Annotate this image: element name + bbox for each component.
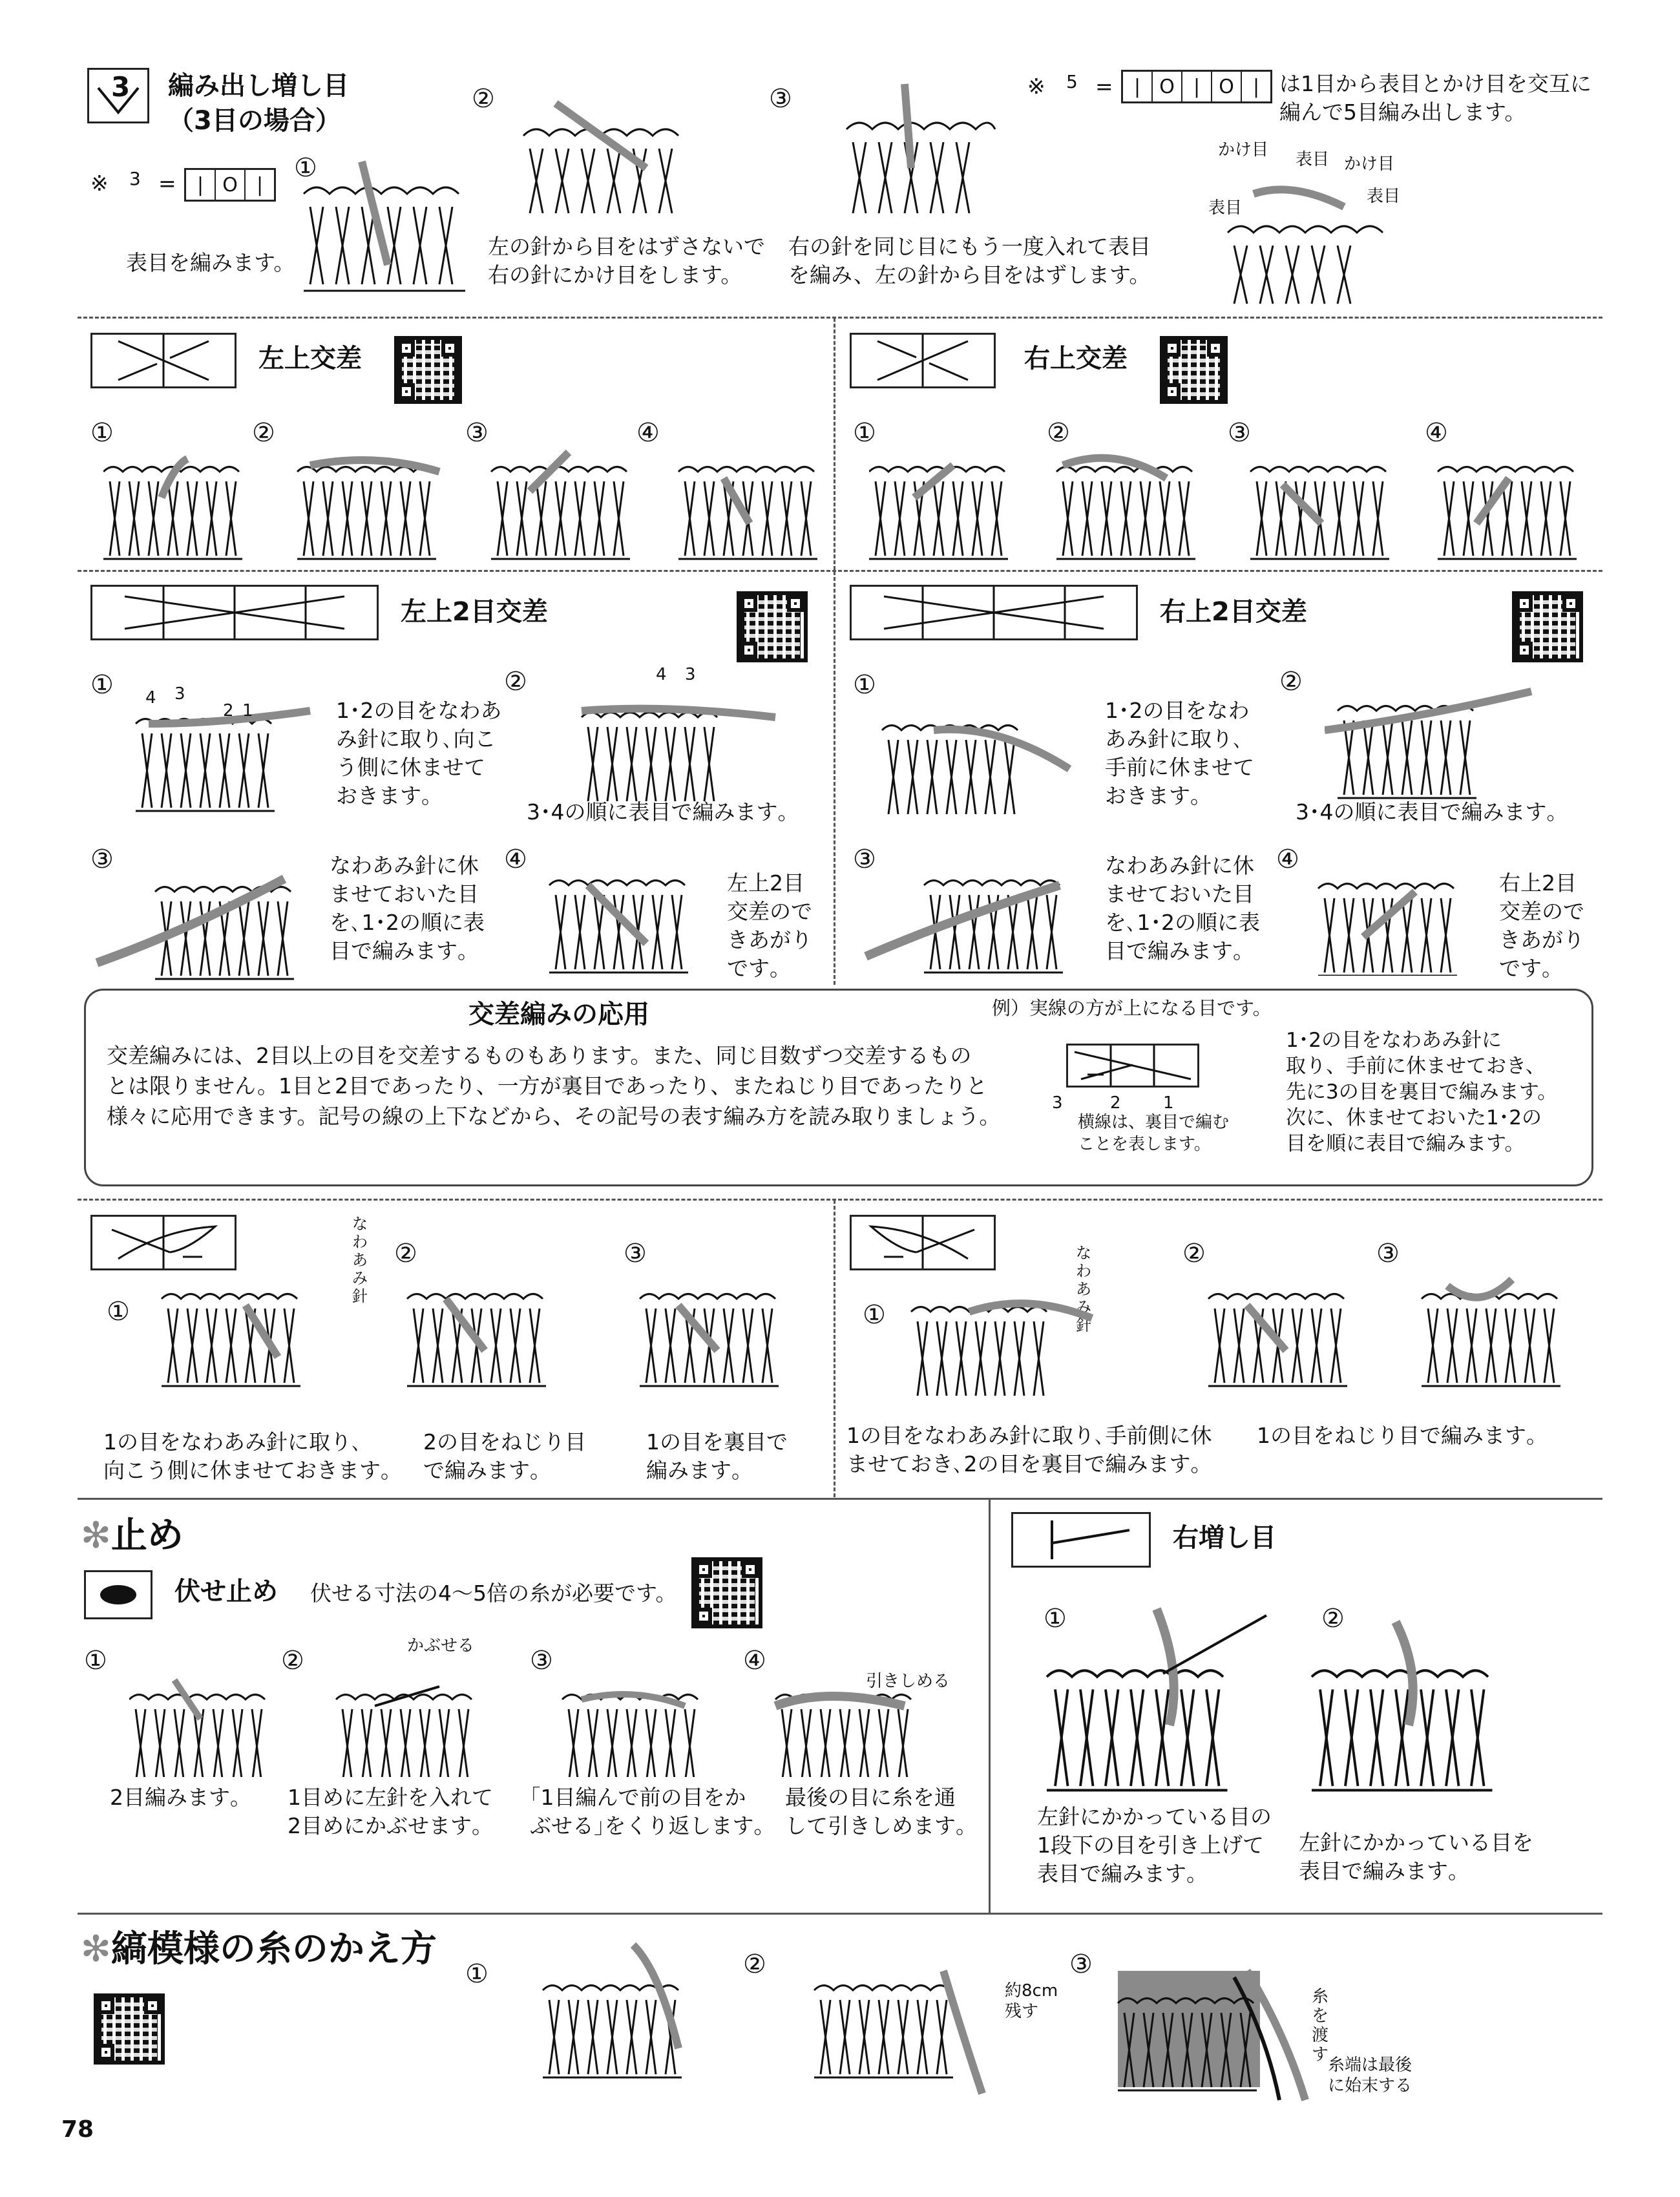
column-divider [834,571,835,985]
cover-label: かぶせる [407,1636,475,1656]
filled-oval-icon [100,1585,136,1604]
step-caption: 1目めに左針を入れて 2目めにかぶせます｡ [288,1785,493,1838]
right-increase-symbol [1011,1512,1151,1568]
step-caption: ｢1目編んで前の目をか ぶせる｣をくり返します｡ [530,1785,764,1838]
application-body: 交差編みには、2目以上の目を交差するものもあります。また、同じ目数ずつ交差するもの とは限りません。1目と2目であったり、一方が裏目であったり、またねじり目であったりと 様々に応用できます。記号の線の上下などから、その記号の表す編み方を読み取りましょう。 [107,1043,1001,1129]
note-cell: O [1212,72,1242,101]
knitting-illustration [898,1254,1590,1396]
example-number: 3 [1052,1093,1063,1113]
bind-off-note: 伏せる寸法の4～5倍の糸が必要です。 [310,1581,677,1606]
knitting-illustration [536,846,717,976]
note-symbol: 5 [1066,71,1078,92]
left-cross-title: 左上交差 [258,344,362,373]
note-cell: | [1182,72,1212,101]
diagram-label: かけ目 [1344,154,1395,174]
step-caption: 左針にかかっている目の 1段下の目を引き上げて 表目で編みます｡ [1037,1804,1272,1886]
right-cross-symbol [850,333,996,388]
step-number: ② [394,1239,417,1268]
step2-caption: 左の針から目をはずさないで 右の針にかけ目をします。 [488,234,765,288]
cast-on-title: 編み出し増し目 [168,71,349,101]
stitch-number: 3 [685,665,696,684]
cable-needle-label: なわあみ針 [352,1215,368,1305]
knitting-illustration [569,672,782,801]
qr-code[interactable] [94,1993,165,2065]
step-caption: なわあみ針に休 ませておいた目 を､1･2の順に表 目で編みます｡ [1105,853,1260,963]
knitting-illustration [869,439,1593,569]
application-side-text: 1･2の目をなわあみ針に 取り、手前に休ませておき、 先に3の目を裏目で編みます。 次に、休ませておいた1･2の 目を順に表目で編みます。 [1286,1029,1558,1155]
step-number: ③ [465,418,488,448]
left-cross2-symbol [90,585,379,640]
step-number: ② [504,667,527,697]
knitting-illustration [1325,666,1538,801]
step-caption: 1の目を裏目で 編みます｡ [646,1429,788,1483]
diagram-label: 表目 [1208,198,1243,218]
right-cross-title: 右上交差 [1024,344,1128,373]
knitting-illustration [1305,853,1486,976]
example-note: 横線は、裏目で編む ことを表します。 [1078,1113,1230,1154]
leave-label: 約8cm 残す [1005,1981,1058,2021]
diagram-label: かけ目 [1218,140,1269,160]
step-number: ② [1321,1604,1345,1634]
knitting-illustration [840,78,1002,226]
note-equals: = [1095,74,1113,99]
note-cell: | [1123,72,1153,101]
step-caption: 1の目をなわあみ針に取り､手前側に休 ませておき､2の目を裏目で編みます｡ [846,1423,1212,1477]
qr-code[interactable] [691,1557,762,1628]
section-rule [78,1913,1602,1915]
cross-symbol-icon [852,335,994,386]
note-cell: | [1252,75,1260,98]
formula-prefix: ※ [90,171,109,196]
step-number: ③ [1069,1950,1093,1979]
step-number: ③ [624,1239,647,1268]
column-divider [834,318,835,570]
knitting-illustration [517,90,691,226]
step-caption: 3･4の順に表目で編みます｡ [1296,799,1557,825]
bind-off-section-title [81,1515,184,1557]
increase-symbol-badge [87,68,149,123]
step-number: ② [1047,418,1070,448]
step-number: ① [863,1300,886,1330]
increase-symbol-icon [1013,1514,1149,1566]
note-text: は1目から表目とかけ目を交互に 編んで5目編み出します。 [1279,71,1591,125]
stitch-number: 4 [656,665,667,684]
bind-off-symbol [84,1570,152,1619]
bind-off-section-label: 止め [110,1515,184,1557]
step-caption: 1の目をなわあみ針に取り､ 向こう側に休ませておきます｡ [103,1429,392,1483]
application-title: 交差編みの応用 [468,1000,649,1029]
step-number: ② [743,1950,766,1979]
step-caption: 2の目をねじり目 で編みます｡ [423,1429,586,1483]
step-caption: 2目編みます｡ [110,1785,241,1810]
step-caption: 1･2の目をなわあ み針に取り､向こ う側に休ませて おきます｡ [336,698,502,808]
knitting-illustration [297,155,472,304]
step-number: ④ [636,418,660,448]
cable-needle-label: なわあみ針 [1076,1244,1091,1334]
step-number: ② [281,1646,304,1676]
stitch-number: 1 [242,701,253,720]
asterisk-icon: ✻ [81,1515,111,1557]
step-number: ② [252,418,275,448]
badge-number: 3 [111,71,131,103]
step-number: ③ [1376,1239,1400,1268]
asterisk-icon: ✻ [81,1928,111,1970]
step-number: ③ [853,845,876,874]
example-label: 例）実線の方が上になる目です。 [992,997,1272,1019]
qr-code[interactable] [1160,336,1228,404]
stitch-number: 3 [174,684,185,704]
step-number: ② [472,84,495,114]
stitch-number: 2 [223,701,234,720]
step-caption: なわあみ針に休 ませておいた目 を､1･2の順に表 目で編みます｡ [330,853,485,963]
example-number: 2 [1110,1093,1121,1113]
section-divider [78,570,1602,572]
section-divider [78,317,1602,319]
step-number: ③ [769,84,792,114]
step-number: ① [853,670,876,700]
example-symbol [1066,1044,1199,1088]
step-number: ④ [504,845,527,874]
step-caption: 1の目をねじり目で編みます｡ [1257,1423,1537,1448]
knitting-illustration [859,846,1079,976]
example-number: 1 [1163,1093,1174,1113]
step-number: ② [1182,1239,1206,1268]
bind-off-title: 伏せ止め [174,1577,278,1606]
diagram-label: 表目 [1296,150,1330,169]
knitting-illustration [536,1932,1363,2107]
formula-cell: | [186,170,216,200]
carry-label: 糸 を 渡 す [1312,1987,1329,2065]
knitting-illustration [103,439,827,569]
step-number: ② [1279,667,1303,697]
step-number: ③ [1228,418,1251,448]
step-caption: 左針にかかっている目を 表目で編みます｡ [1299,1830,1533,1884]
section-divider [78,1199,1602,1201]
diagram-label: 表目 [1367,187,1401,206]
right-cross2-title: 右上2目交差 [1160,597,1307,627]
qr-code[interactable] [737,591,808,662]
note-cell: O [1153,72,1182,101]
step-number: ① [90,670,114,700]
step-caption: 3･4の順に表目で編みます｡ [527,799,788,825]
formula-symbol: 3 [129,168,141,189]
note-cells [1121,70,1272,103]
knitting-illustration [129,1661,937,1777]
left-cross-symbol [90,333,236,388]
pull-label: 引きしめる [866,1672,950,1691]
step1-caption: 表目を編みます。 [126,250,295,275]
cast-on-increase-section [0,0,1680,317]
formula-cell: O [216,170,246,200]
stitch-number: 4 [145,688,156,708]
left-cross2-title: 左上2目交差 [401,597,548,627]
step-number: ③ [90,845,114,874]
step-number: ① [90,418,114,448]
knitting-illustration [869,685,1076,814]
step-number: ① [84,1646,107,1676]
stripe-section-label: 縞模様の糸のかえ方 [110,1928,437,1970]
qr-code[interactable] [394,336,462,404]
step-number: ③ [530,1646,553,1676]
step-caption: 最後の目に糸を通 して引きしめます｡ [785,1785,967,1838]
step-number: ④ [743,1646,766,1676]
section-rule [78,1498,1602,1500]
step-number: ① [1044,1604,1067,1634]
knitting-illustration [149,1254,821,1396]
right-increase-title: 右増し目 [1173,1523,1276,1553]
step-number: ① [294,153,317,183]
step-caption: 1･2の目をなわ あみ針に取り､ 手前に休ませて おきます｡ [1105,698,1254,808]
page-number: 78 [61,2116,94,2143]
step-caption: 左上2目 交差ので きあがり です｡ [727,870,812,981]
qr-code[interactable] [1512,591,1583,662]
formula-cell: | [256,173,264,196]
cross-symbol-icon [1068,1046,1197,1086]
step-number: ① [107,1297,130,1327]
stripe-section-title [81,1929,437,1970]
formula-cells [184,168,276,202]
knitting-illustration [1034,1596,1590,1803]
formula-equals: = [158,171,176,196]
step-number: ④ [1276,845,1299,874]
cross-symbol-icon [92,335,235,386]
cross-symbol-icon [852,587,1136,638]
note-prefix: ※ [1027,74,1045,99]
column-rule [989,1499,991,1913]
step-number: ① [465,1959,488,1989]
knitting-illustration [90,853,310,982]
column-divider [834,1200,835,1497]
step3-caption: 右の針を同じ目にもう一度入れて表目 を編み、左の針から目をはずします。 [788,234,1151,288]
right-cross2-symbol [850,585,1138,640]
step-number: ① [853,418,876,448]
step-number: ④ [1425,418,1448,448]
step-caption: 右上2目 交差ので きあがり です｡ [1499,870,1584,981]
cast-on-subtitle: （3目の場合） [168,106,341,136]
cross-symbol-icon [92,587,377,638]
end-label: 糸端は最後 に始末する [1328,2055,1412,2096]
